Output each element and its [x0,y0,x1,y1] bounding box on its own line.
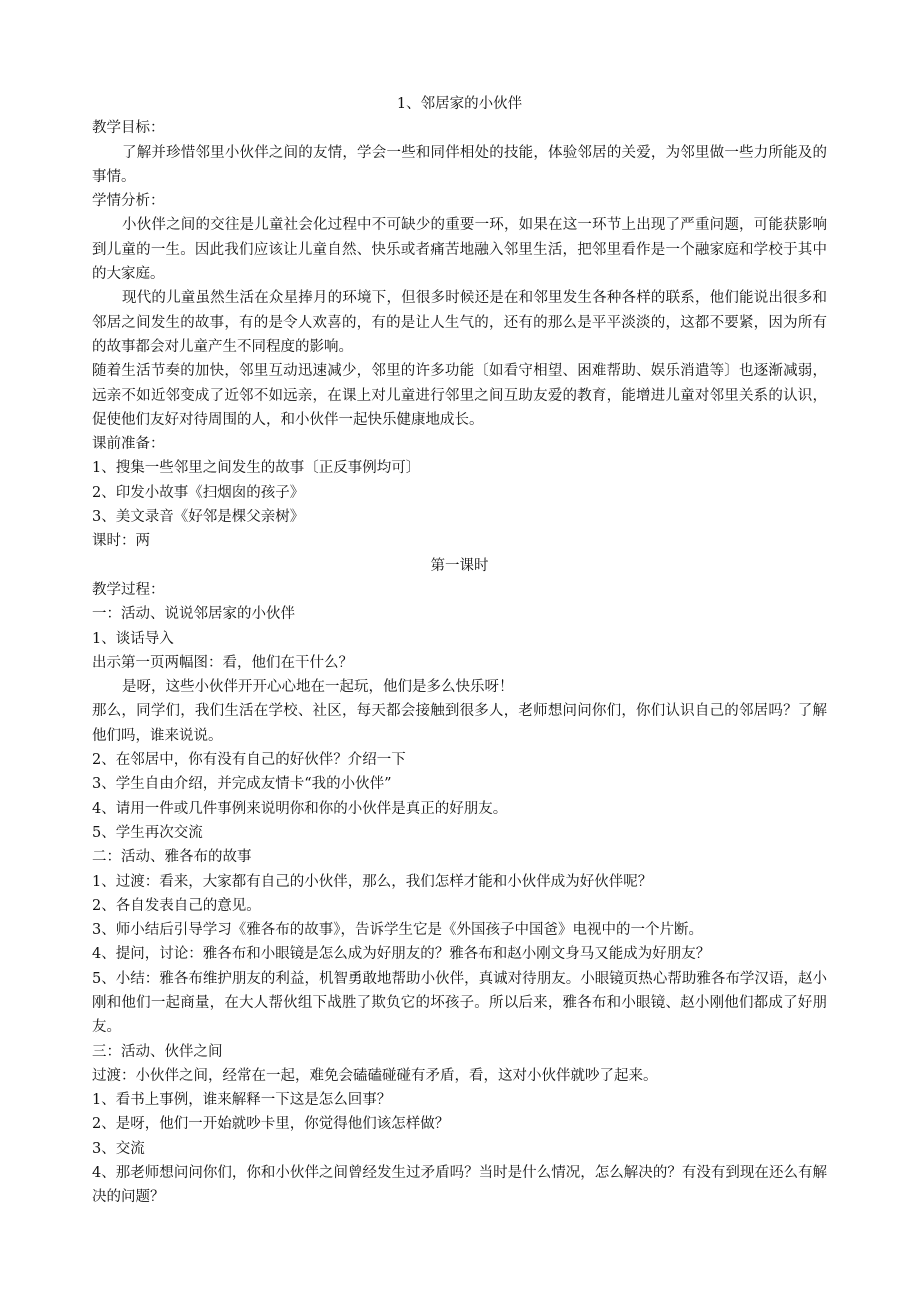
analysis-paragraph-2: 现代的儿童虽然生活在众星捧月的环境下，但很多时候还是在和邻里发生各种各样的联系，他们能说出很多和邻居之间发生的故事，有的是令人欢喜的，有的是让人生气的，还有的那么是平平淡淡的，这都不要紧，因为所有的故事都会对儿童产生不同程度的影响。 [92,290,827,355]
part2-summary: 5、小结：雅各布维护朋友的利益，机智勇敢地帮助小伙伴，真诚对待朋友。小眼镜页热心帮助雅各布学汉语，赵小刚和他们一起商量，在大人帮伙组下战胜了欺负它的坏孩子。所以后来，雅各布和小眼镜、赵小刚他们都成了好朋友。 [92,970,827,1036]
analysis-paragraph-1: 小伙伴之间的交往是儿童社会化过程中不可缺少的重要一环，如果在这一环节上出现了严重问题，可能获影响到儿童的一生。因此我们应该让儿童自然、快乐或者痛苦地融入邻里生活，把邻里看作是一个融家庭和学校于其中的大家庭。 [92,217,827,283]
part1-step: 2、在邻居中，你有没有自己的好伙伴？介绍一下 [92,752,406,769]
analysis-heading: 学情分析： [92,193,165,210]
part1-ask: 那么，同学们，我们生活在学校、社区，每天都会接触到很多人，老师想问问你们，你们认识自己的邻居吗？了解他们吗，谁来说说。 [92,703,827,744]
part1-reply: 是呀，这些小伙伴开开心心地在一起玩，他们是多么快乐呀！ [122,679,514,696]
class-hours: 课时：两 [92,533,150,550]
part3-transition: 过渡：小伙伴之间，经常在一起，难免会磕磕碰碰有矛盾，看，这对小伙伴就吵了起来。 [92,1067,658,1084]
part1-step: 4、请用一件或几件事例来说明你和你的小伙伴是真正的好朋友。 [92,800,508,817]
part1-step: 3、学生自由介绍，并完成友情卡“我的小伙伴” [92,776,392,793]
part2-step: 4、提问，讨论：雅各布和小眼镜是怎么成为好朋友的？雅各布和赵小刚文身马又能成为好朋友？ [92,946,711,963]
part3-heading: 三：活动、伙伴之间 [92,1043,223,1060]
lesson-heading: 第一课时 [430,557,489,574]
part3-step: 3、交流 [92,1140,145,1157]
part2-step: 2、各自发表自己的意见。 [92,897,261,914]
part2-step: 3、师小结后引导学习《雅各布的故事》，告诉学生它是《外国孩子中国爸》电视中的一个片断。 [92,922,703,939]
part1-step: 1、谈话导入 [92,630,174,647]
document-title: 1、邻居家的小伙伴 [396,96,523,112]
part1-step: 5、学生再次交流 [92,824,203,841]
part3-step: 2、是呀，他们一开始就吵卡里，你觉得他们该怎样做？ [92,1116,450,1133]
process-heading: 教学过程： [92,581,165,598]
analysis-paragraph-3: 随着生活节奏的加快，邻里互动迅速减少，邻里的许多功能〔如看守相望、困难帮助、娱乐消遣等〕也逐渐减弱，远亲不如近邻变成了近邻不如远亲，在课上对儿童进行邻里之间互助友爱的教育，能增进儿童对邻里关系的认识，促使他们友好对待周围的人，和小伙伴一起快乐健康地成长。 [92,363,827,428]
document-page [92,92,827,1210]
part1-show: 出示第一页两幅图：看，他们在干什么？ [92,654,353,671]
prep-item: 2、印发小故事《扫烟囱的孩子》 [92,484,305,501]
goals-heading: 教学目标： [92,120,165,137]
part3-step: 4、那老师想问问你们，你和小伙伴之间曾经发生过矛盾吗？当时是什么情况，怎么解决的？有没有到现在还么有解决的问题？ [92,1165,827,1206]
part1-heading: 一：活动、说说邻居家的小伙伴 [92,606,295,623]
goals-text: 了解并珍惜邻里小伙伴之间的友情，学会一些和同伴相处的技能，体验邻居的关爱，为邻里做一些力所能及的事情。 [92,144,827,185]
prep-item: 3、美文录音《好邻是棵父亲树》 [92,509,305,526]
prep-item: 1、搜集一些邻里之间发生的故事〔正反事例均可〕 [92,460,421,477]
part2-step: 1、过渡：看来，大家都有自己的小伙伴，那么，我们怎样才能和小伙伴成为好伙伴呢？ [92,873,653,890]
part3-step: 1、看书上事例，谁来解释一下这是怎么回事？ [92,1092,392,1109]
prep-heading: 课前准备： [92,436,165,453]
part2-heading: 二：活动、雅各布的故事 [92,849,252,866]
